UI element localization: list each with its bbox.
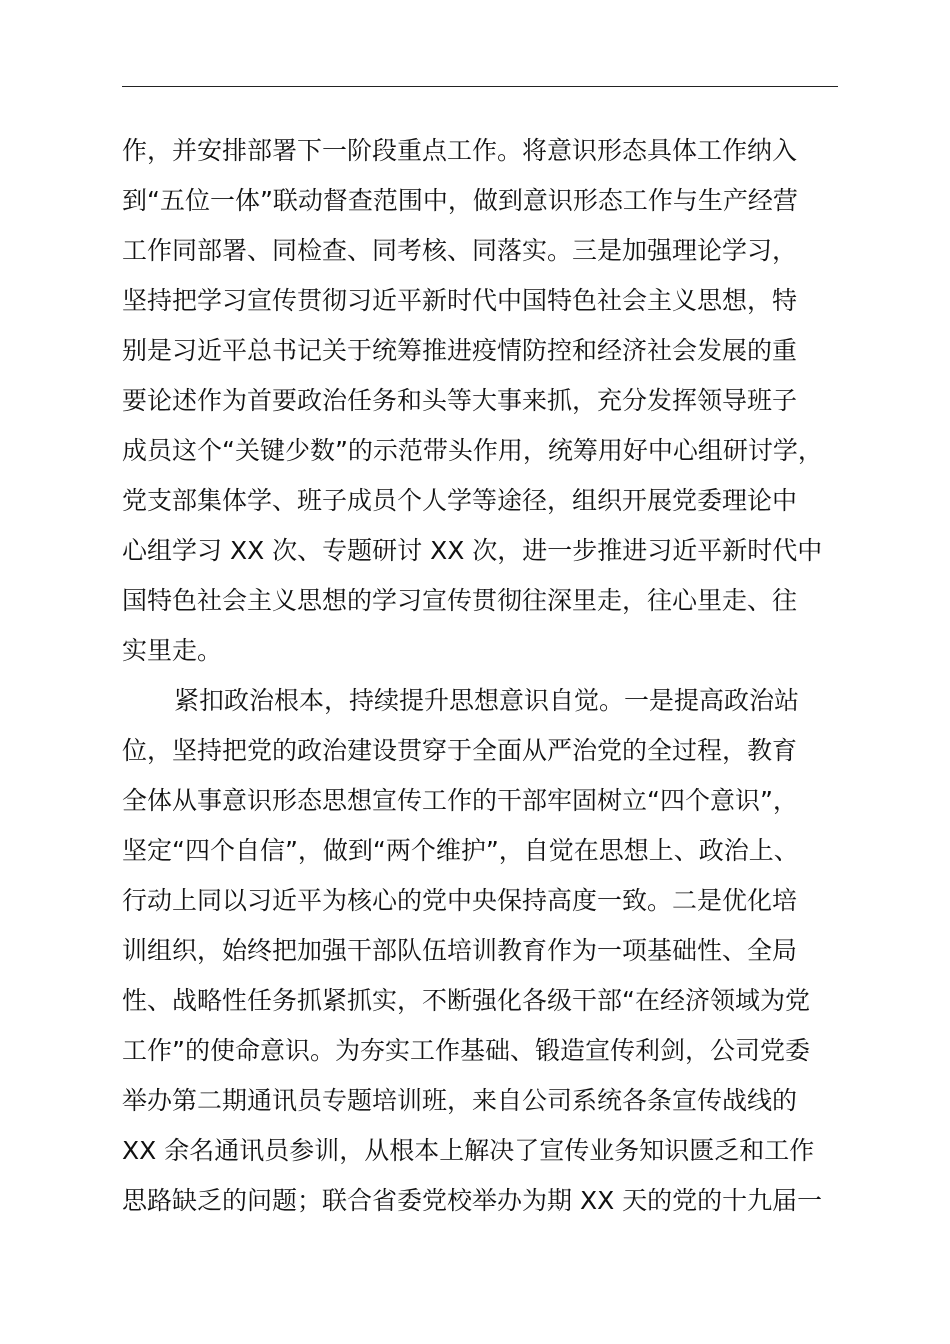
paragraph-2 <box>122 676 862 1226</box>
text-line: XX 余名通讯员参训，从根本上解决了宣传业务知识匮乏和工作 <box>122 1136 815 1165</box>
text-line: 别是习近平总书记关于统筹推进疫情防控和经济社会发展的重 <box>122 336 798 365</box>
text-line: 到“五位一体”联动督查范围中，做到意识形态工作与生产经营 <box>122 186 798 215</box>
text-line: 坚持把学习宣传贯彻习近平新时代中国特色社会主义思想，特 <box>122 286 798 315</box>
text-line: 工作同部署、同检查、同考核、同落实。三是加强理论学习， <box>122 236 798 265</box>
text-line: 坚定“四个自信”，做到“两个维护”，自觉在思想上、政治上、 <box>122 836 799 865</box>
text-line: 成员这个“关键少数”的示范带头作用，统筹用好中心组研讨学， <box>122 436 823 465</box>
text-line: 思路缺乏的问题；联合省委党校举办为期 XX 天的党的十九届一 <box>122 1186 823 1215</box>
document-body <box>122 126 862 1226</box>
text-line: 举办第二期通讯员专题培训班，来自公司系统各条宣传战线的 <box>122 1086 798 1115</box>
text-line: 性、战略性任务抓紧抓实，不断强化各级干部“在经济领域为党 <box>122 986 810 1015</box>
text-line: 行动上同以习近平为核心的党中央保持高度一致。二是优化培 <box>122 886 798 915</box>
text-line: 位，坚持把党的政治建设贯穿于全面从严治党的全过程，教育 <box>122 736 798 765</box>
text-line: 党支部集体学、班子成员个人学等途径，组织开展党委理论中 <box>122 486 798 515</box>
text-line: 工作”的使命意识。为夯实工作基础、锻造宣传利剑，公司党委 <box>122 1036 810 1065</box>
text-line: 实里走。 <box>122 636 223 665</box>
text-line: 心组学习 XX 次、专题研讨 XX 次，进一步推进习近平新时代中 <box>122 536 823 565</box>
text-line: 全体从事意识形态思想宣传工作的干部牢固树立“四个意识”， <box>122 786 798 815</box>
text-line: 要论述作为首要政治任务和头等大事来抓，充分发挥领导班子 <box>122 386 798 415</box>
text-line: 作，并安排部署下一阶段重点工作。将意识形态具体工作纳入 <box>122 136 798 165</box>
text-line: 国特色社会主义思想的学习宣传贯彻往深里走，往心里走、往 <box>122 586 798 615</box>
paragraph-1 <box>122 126 862 676</box>
text-line: 紧扣政治根本，持续提升思想意识自觉。一是提高政治站 <box>174 686 800 715</box>
header-rule <box>122 86 838 87</box>
text-line: 训组织，始终把加强干部队伍培训教育作为一项基础性、全局 <box>122 936 798 965</box>
